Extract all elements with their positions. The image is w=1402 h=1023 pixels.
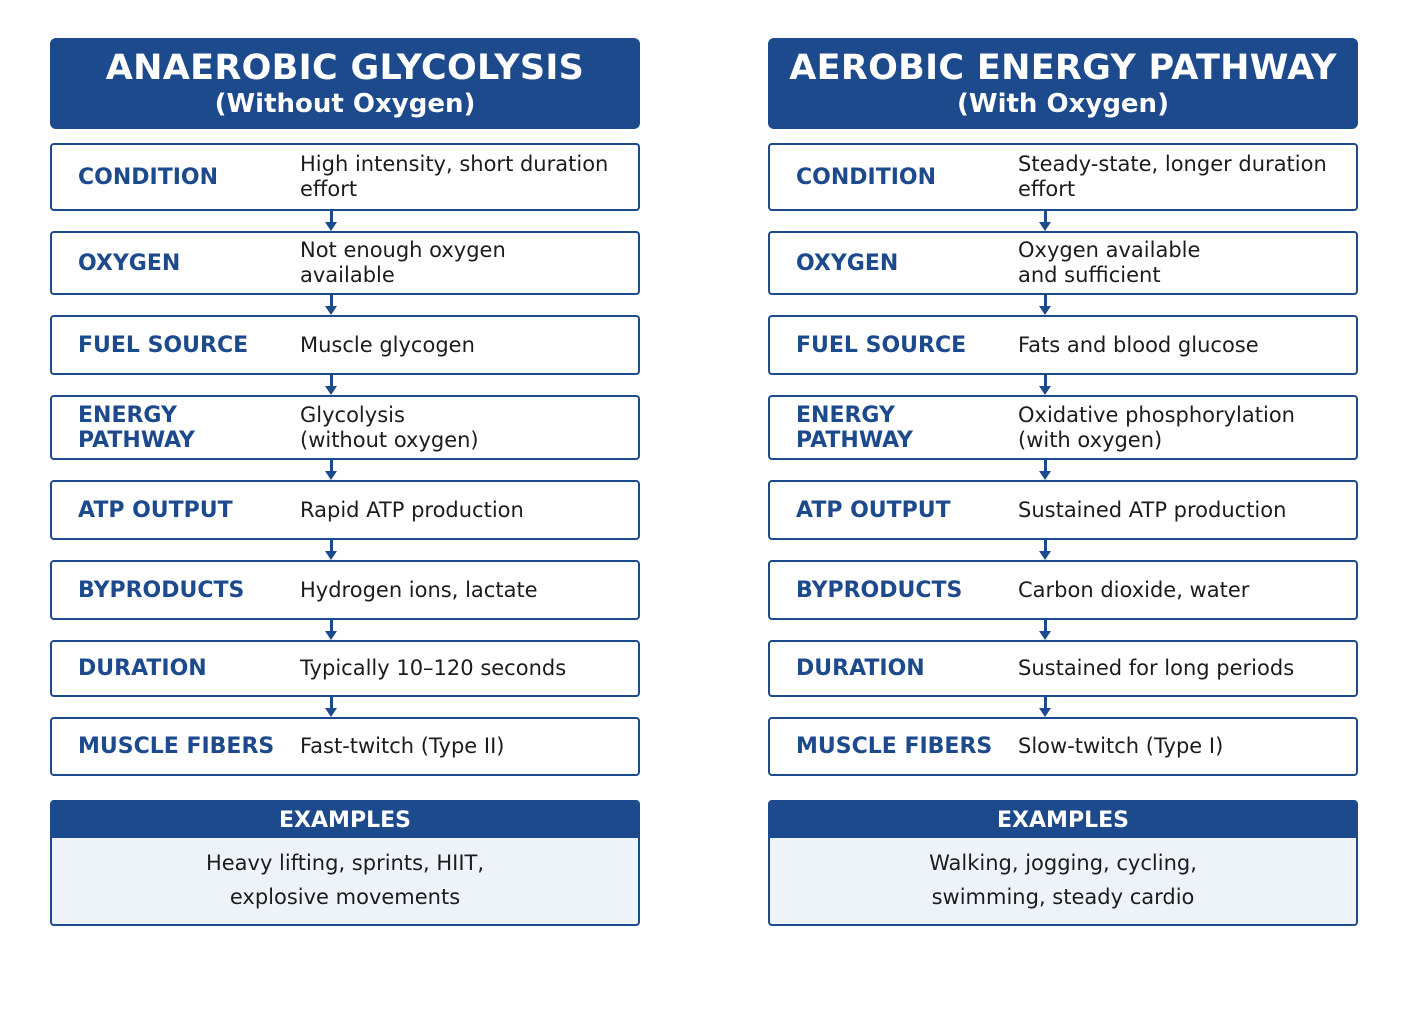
aerobic-row-condition xyxy=(768,143,1358,211)
row-label: MUSCLE FIBERS xyxy=(78,734,275,759)
row-value: Glycolysis (without oxygen) xyxy=(300,402,479,452)
row-label: BYPRODUCTS xyxy=(796,577,963,603)
aerobic-rows xyxy=(768,143,1358,776)
anaerobic-title: ANAEROBIC GLYCOLYSIS xyxy=(105,47,585,88)
anaerobic-row-fuel-source xyxy=(50,315,640,375)
down-arrow-icon xyxy=(768,540,1358,560)
down-arrow-icon xyxy=(50,295,640,315)
row-value: Sustained ATP production xyxy=(1018,497,1287,522)
row-label: ATP OUTPUT xyxy=(796,497,951,523)
anaerobic-row-byproducts xyxy=(50,560,640,620)
anaerobic-row-oxygen xyxy=(50,231,640,295)
anaerobic-rows xyxy=(50,143,640,776)
row-value: Typically 10–120 seconds xyxy=(300,656,567,680)
aerobic-row-muscle-fibers xyxy=(768,717,1358,776)
row-value: Sustained for long periods xyxy=(1018,656,1295,680)
down-arrow-icon xyxy=(50,540,640,560)
anaerobic-row-duration xyxy=(50,640,640,697)
row-value: Fats and blood glucose xyxy=(1018,332,1259,357)
aerobic-row-oxygen xyxy=(768,231,1358,295)
row-label: ENERGY PATHWAY xyxy=(78,402,195,453)
aerobic-title: AEROBIC ENERGY PATHWAY xyxy=(789,47,1337,88)
row-value: Hydrogen ions, lactate xyxy=(300,577,538,602)
row-value: High intensity, short duration effort xyxy=(300,152,609,201)
aerobic-row-fuel-source xyxy=(768,315,1358,375)
row-label: CONDITION xyxy=(796,164,937,190)
anaerobic-column xyxy=(50,38,640,926)
row-label: ENERGY PATHWAY xyxy=(796,402,913,453)
row-value: Carbon dioxide, water xyxy=(1018,577,1250,602)
row-label: FUEL SOURCE xyxy=(78,332,249,358)
aerobic-row-duration xyxy=(768,640,1358,697)
examples-text: Walking, jogging, cycling, swimming, steady cardio xyxy=(929,851,1197,909)
row-value: Fast-twitch (Type II) xyxy=(300,734,505,758)
examples-title: EXAMPLES xyxy=(770,802,1356,838)
row-value: Oxidative phosphorylation (with oxygen) xyxy=(1018,402,1295,452)
row-value: Slow-twitch (Type I) xyxy=(1018,734,1224,758)
row-label: OXYGEN xyxy=(78,250,181,276)
row-label: BYPRODUCTS xyxy=(78,577,245,603)
row-label: DURATION xyxy=(78,656,207,681)
aerobic-examples xyxy=(768,800,1358,926)
aerobic-row-energy-pathway xyxy=(768,395,1358,460)
anaerobic-row-muscle-fibers xyxy=(50,717,640,776)
row-label: MUSCLE FIBERS xyxy=(796,734,993,759)
down-arrow-icon xyxy=(50,211,640,231)
anaerobic-row-atp-output xyxy=(50,480,640,540)
down-arrow-icon xyxy=(768,375,1358,395)
anaerobic-examples xyxy=(50,800,640,926)
down-arrow-icon xyxy=(50,620,640,640)
down-arrow-icon xyxy=(50,697,640,717)
aerobic-header xyxy=(768,38,1358,129)
aerobic-row-byproducts xyxy=(768,560,1358,620)
aerobic-subtitle: (With Oxygen) xyxy=(957,88,1169,119)
row-label: FUEL SOURCE xyxy=(796,332,967,358)
row-label: ATP OUTPUT xyxy=(78,497,233,523)
down-arrow-icon xyxy=(768,460,1358,480)
down-arrow-icon xyxy=(768,697,1358,717)
row-label: DURATION xyxy=(796,656,925,681)
row-value: Steady-state, longer duration effort xyxy=(1018,152,1327,201)
down-arrow-icon xyxy=(768,620,1358,640)
anaerobic-row-condition xyxy=(50,143,640,211)
row-label: OXYGEN xyxy=(796,250,899,276)
down-arrow-icon xyxy=(768,211,1358,231)
row-value: Not enough oxygen available xyxy=(300,238,506,287)
examples-title: EXAMPLES xyxy=(52,802,638,838)
aerobic-column xyxy=(768,38,1358,926)
anaerobic-header xyxy=(50,38,640,129)
down-arrow-icon xyxy=(50,460,640,480)
row-value: Oxygen available and sufficient xyxy=(1018,238,1201,287)
anaerobic-row-energy-pathway xyxy=(50,395,640,460)
row-label: CONDITION xyxy=(78,164,219,190)
down-arrow-icon xyxy=(768,295,1358,315)
aerobic-row-atp-output xyxy=(768,480,1358,540)
row-value: Rapid ATP production xyxy=(300,497,524,522)
anaerobic-subtitle: (Without Oxygen) xyxy=(214,88,476,119)
row-value: Muscle glycogen xyxy=(300,332,475,357)
down-arrow-icon xyxy=(50,375,640,395)
examples-text: Heavy lifting, sprints, HIIT, explosive movements xyxy=(205,851,485,909)
